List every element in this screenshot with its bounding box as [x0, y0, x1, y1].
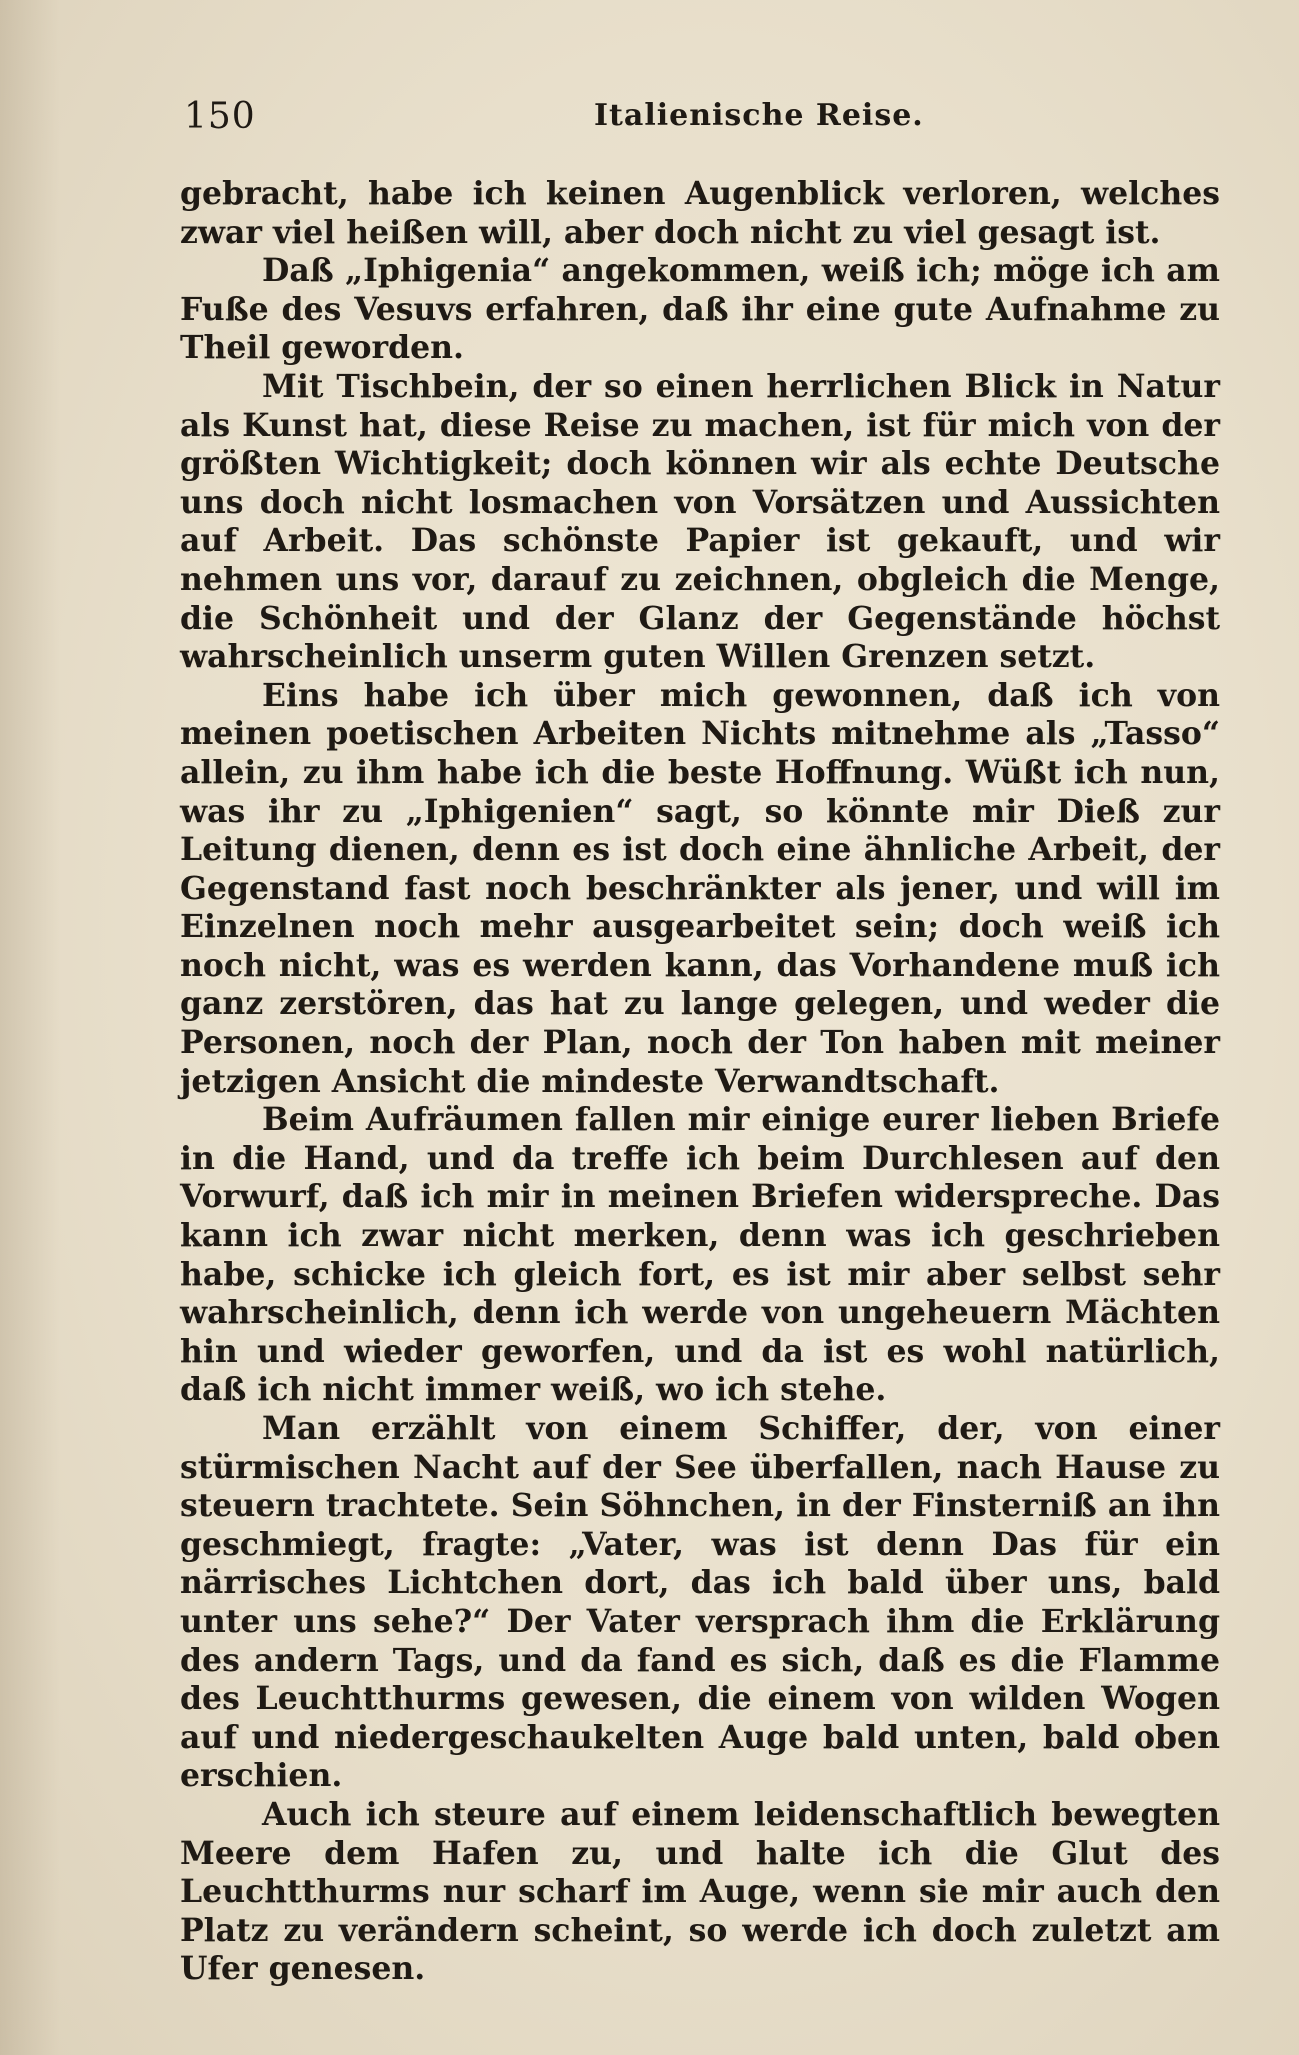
body-text: [180, 175, 1220, 1989]
running-head: [184, 96, 1219, 146]
paragraph-7: Auch ich steure auf einem leidenschaftlich bewegten Meere dem Hafen zu, und halte ich die Glut des Leuchtthurms nur scharf im Auge, wenn sie mir auch den Platz zu verändern scheint, so werde ich doch zuletzt am Ufer genesen.: [180, 1795, 1220, 1988]
paragraph-2: Daß „Iphigenia“ angekommen, weiß ich; möge ich am Fuße des Vesuvs erfahren, daß ihr eine gute Aufnahme zu Theil geworden.: [180, 252, 1220, 367]
paragraph-3: Mit Tischbein, der so einen herrlichen Blick in Natur als Kunst hat, diese Reise zu machen, ist für mich von der größten Wichtigkeit; doch können wir als echte Deutsche uns doch nicht losmachen von Vorsätzen und Aussichten auf Arbeit. Das schönste Papier ist gekauft, und wir nehmen uns vor, darauf zu zeichnen, obgleich die Menge, die Schönheit und der Glanz der Gegenstände höchst wahrscheinlich unserm guten Willen Grenzen setzt.: [180, 367, 1220, 676]
page-number: 150: [184, 96, 256, 137]
paragraph-1: gebracht, habe ich keinen Augenblick verloren, welches zwar viel heißen will, aber doch nicht zu viel gesagt ist.: [180, 175, 1220, 251]
running-title: Italienische Reise.: [594, 98, 924, 133]
paragraph-6: Man erzählt von einem Schiffer, der, von einer stürmischen Nacht auf der See überfallen, nach Hause zu steuern trachtete. Sein Söhnchen, in der Finsterniß an ihn geschmiegt, fragte: „Vater, was ist denn Das für ein närrisches Lichtchen dort, das ich bald über uns, bald unter uns sehe?“ Der Vater versprach ihm die Erklärung des andern Tags, und da fand es sich, daß es die Flamme des Leuchtthurms gewesen, die einem von wilden Wogen auf und niedergeschaukelten Auge bald unten, bald oben erschien.: [180, 1410, 1220, 1795]
paragraph-4: Eins habe ich über mich gewonnen, daß ich von meinen poetischen Arbeiten Nichts mitnehme als „Tasso“ allein, zu ihm habe ich die beste Hoffnung. Wüßt ich nun, was ihr zu „Iphigenien“ sagt, so könnte mir Dieß zur Leitung dienen, denn es ist doch eine ähnliche Arbeit, der Gegenstand fast noch beschränkter als jener, und will im Einzelnen noch mehr ausgearbeitet sein; doch weiß ich noch nicht, was es werden kann, das Vorhandene muß ich ganz zerstören, das hat zu lange gelegen, und weder die Personen, noch der Plan, noch der Ton haben mit meiner jetzigen Ansicht die mindeste Verwandtschaft.: [180, 676, 1220, 1100]
paragraph-5: Beim Aufräumen fallen mir einige eurer lieben Briefe in die Hand, und da treffe ich beim Durchlesen auf den Vorwurf, daß ich mir in meinen Briefen widerspreche. Das kann ich zwar nicht merken, denn was ich geschrieben habe, schicke ich gleich fort, es ist mir aber selbst sehr wahrscheinlich, denn ich werde von ungeheuern Mächten hin und wieder geworfen, und da ist es wohl natürlich, daß ich nicht immer weiß, wo ich stehe.: [180, 1101, 1220, 1409]
